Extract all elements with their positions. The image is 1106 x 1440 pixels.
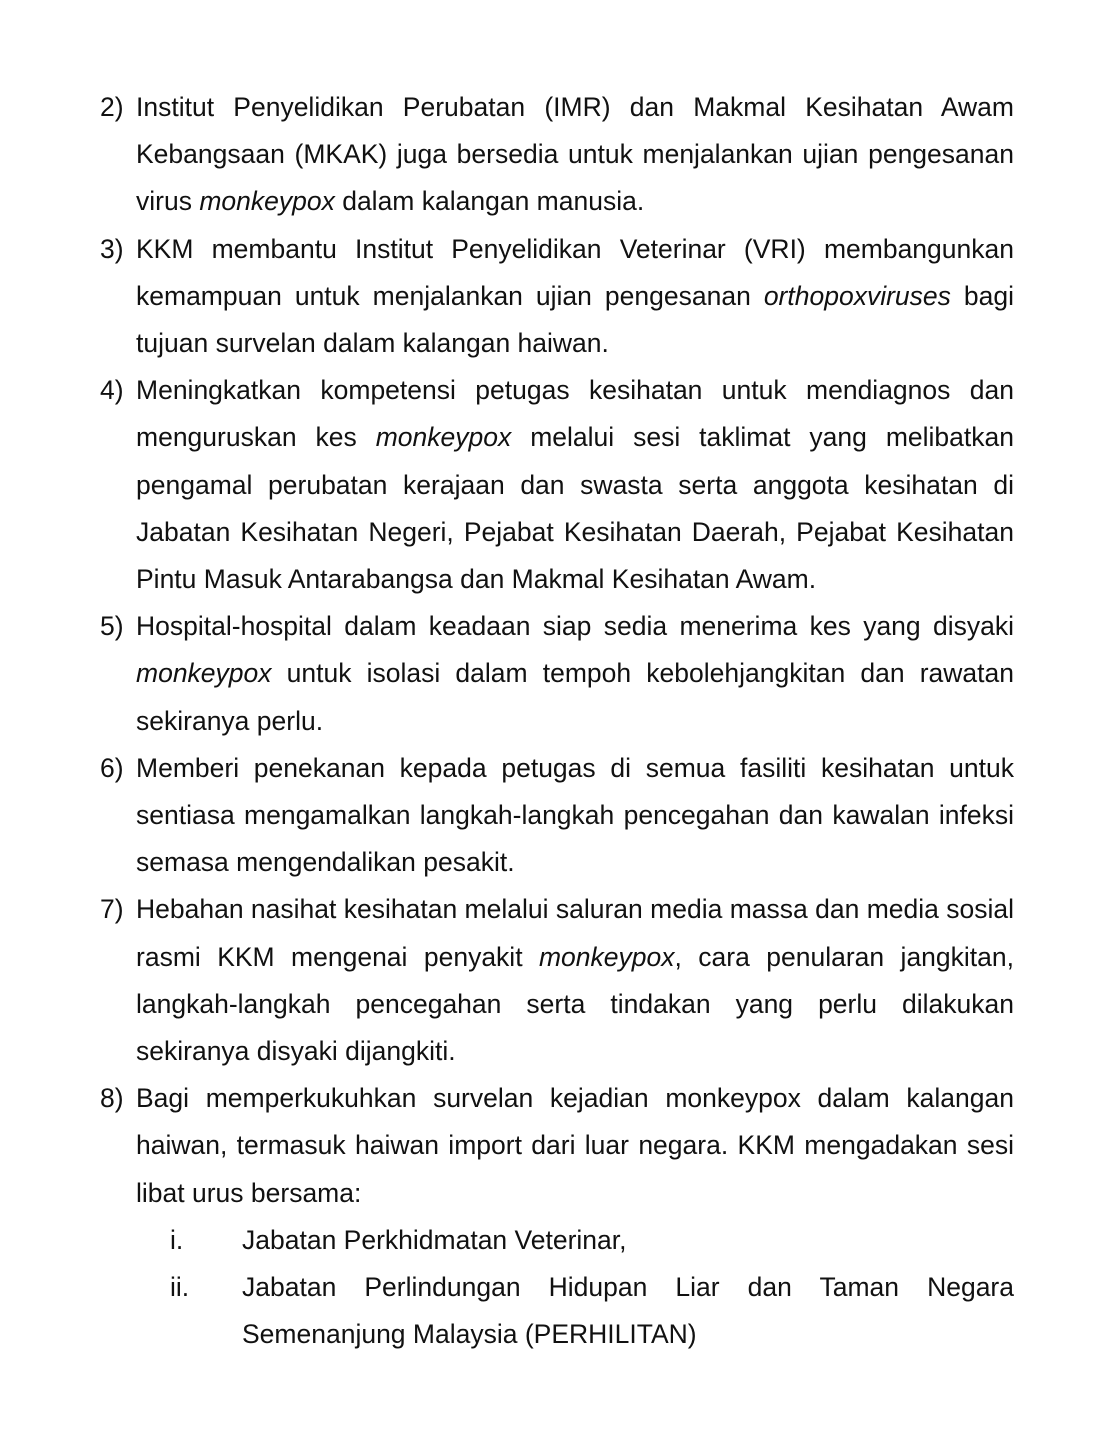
- sub-item-text: Jabatan Perkhidmatan Veterinar,: [242, 1224, 627, 1255]
- sub-list-item: [136, 1217, 1014, 1264]
- list-item: [100, 226, 1014, 368]
- item-number: 8): [100, 1083, 124, 1114]
- item-text: KKM membantu Institut Penyelidikan Veterinar (VRI) membangunkan kemampuan untuk menjalankan ujian pengesanan orthopoxviruses bagi tujuan survelan dalam kalangan haiwan.: [136, 233, 1014, 359]
- item-number: 3): [100, 233, 124, 264]
- list-item: [100, 886, 1014, 1075]
- list-item: [100, 1075, 1014, 1358]
- item-text: Hebahan nasihat kesihatan melalui saluran media massa dan media sosial rasmi KKM mengenai penyakit monkeypox, cara penularan jangkitan, langkah-langkah pencegahan serta tindakan yang perlu dilakukan sekiranya disyaki dijangkiti.: [136, 894, 1014, 1067]
- roman-sub-list: [136, 1217, 1014, 1359]
- italic-term: monkeypox: [199, 186, 335, 217]
- list-item: [100, 367, 1014, 603]
- sub-item-number: ii.: [170, 1272, 190, 1303]
- item-number: 5): [100, 611, 124, 642]
- list-item: [100, 84, 1014, 226]
- numbered-list: [100, 84, 1014, 1358]
- item-text: Memberi penekanan kepada petugas di semua fasiliti kesihatan untuk sentiasa mengamalkan langkah-langkah pencegahan dan kawalan infeksi semasa mengendalikan pesakit.: [136, 752, 1014, 878]
- list-item: [100, 745, 1014, 887]
- sub-item-text: Jabatan Perlindungan Hidupan Liar dan Taman Negara Semenanjung Malaysia (PERHILITAN): [242, 1272, 1014, 1350]
- italic-term: monkeypox: [136, 658, 272, 689]
- italic-term: orthopoxviruses: [763, 280, 951, 311]
- item-number: 4): [100, 375, 124, 406]
- sub-list-item: [136, 1264, 1014, 1358]
- item-text: Bagi memperkukuhkan survelan kejadian monkeypox dalam kalangan haiwan, termasuk haiwan import dari luar negara. KKM mengadakan sesi libat urus bersama:: [136, 1083, 1014, 1208]
- item-text: Meningkatkan kompetensi petugas kesihatan untuk mendiagnos dan menguruskan kes monkeypox melalui sesi taklimat yang melibatkan pengamal perubatan kerajaan dan swasta serta anggota kesihatan di Jabatan Kesihatan Negeri, Pejabat Kesihatan Daerah, Pejabat Kesihatan Pintu Masuk Antarabangsa dan Makmal Kesihatan Awam.: [136, 375, 1014, 595]
- item-text: Institut Penyelidikan Perubatan (IMR) dan Makmal Kesihatan Awam Kebangsaan (MKAK) juga bersedia untuk menjalankan ujian pengesanan virus monkeypox dalam kalangan manusia.: [136, 92, 1014, 217]
- italic-term: monkeypox: [375, 422, 512, 453]
- sub-item-number: i.: [170, 1224, 184, 1255]
- item-number: 2): [100, 92, 124, 122]
- list-item: [100, 603, 1014, 745]
- item-number: 7): [100, 894, 124, 925]
- item-text: Hospital-hospital dalam keadaan siap sedia menerima kes yang disyaki monkeypox untuk isolasi dalam tempoh kebolehjangkitan dan rawatan sekiranya perlu.: [136, 611, 1014, 736]
- italic-term: monkeypox: [538, 941, 675, 972]
- item-number: 6): [100, 752, 124, 783]
